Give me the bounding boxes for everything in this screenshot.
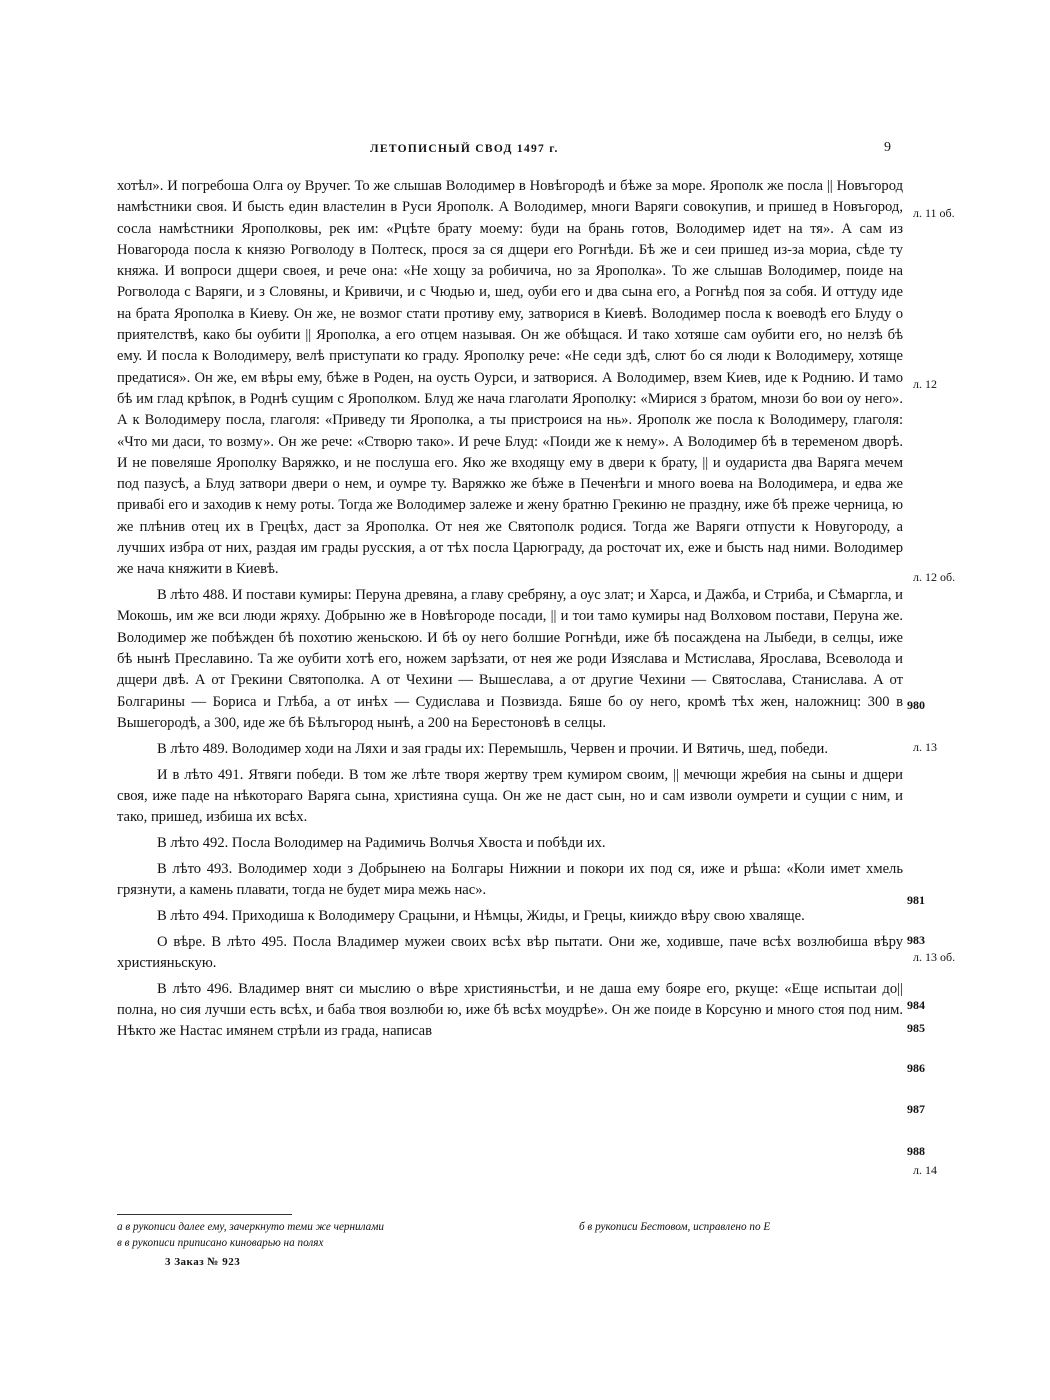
margin-year: 986	[907, 1061, 925, 1075]
paragraph-491: И в лѣто 491. Ятвяги победи. В том же лѣте творя жертву трем кумиром своим, || мечющи жребия на сыны и дщери своя, иже паде на нѣкотораго Варяга сына, християна суща. Он же не даст сын, но и сам изволи оумрети и сущии с ним, и тако, пришед, избиша их всѣх.	[117, 766, 903, 826]
margin-year: 985	[907, 1021, 925, 1035]
margin-year: 987	[907, 1102, 925, 1116]
margin-year: 981	[907, 893, 925, 907]
margin-folio-note: л. 13	[913, 740, 937, 754]
running-title: ЛЕТОПИСНЫЙ СВОД 1497 г.	[370, 143, 559, 155]
footnote-a: а в рукописи далее ему, зачеркнуто теми же чернилами	[117, 1221, 384, 1233]
body-text	[117, 176, 903, 1043]
paragraph-495: О вѣре. В лѣто 495. Посла Владимер мужеи своих всѣх вѣр пытати. Они же, ходивше, паче всѣх возлюбиша вѣру християньскую.	[117, 933, 903, 971]
margin-year: 984	[907, 998, 925, 1012]
margin-year: 988	[907, 1144, 925, 1158]
footnote-rule	[117, 1214, 292, 1215]
page-header	[0, 140, 1050, 163]
footnotes	[117, 1219, 917, 1251]
print-signature: 3 Заказ № 923	[165, 1256, 241, 1268]
margin-folio-note: л. 14	[913, 1163, 937, 1177]
margin-folio-note: л. 12 об.	[913, 570, 956, 584]
paragraph-496: В лѣто 496. Владимер внят си мыслию о вѣре християньстѣи, и не даша ему бояре его, ркуще: «Еще испытаи до||полна, но сия лучши есть всѣх, и баба твоя возлюби ю, иже бѣ всѣх моудрѣе». Он же поиде в Корсуню и много стоя под ним. Нѣкто же Настас имянем стрѣли из града, написав	[117, 980, 903, 1040]
margin-folio-note: л. 13 об.	[913, 950, 956, 964]
paragraph-493: В лѣто 493. Володимер ходи з Добрынею на Болгары Нижнии и покори их под ся, иже и рѣша: «Коли имет хмель грязнути, а камень плавати, тогда не будет мира межь нас».	[117, 860, 903, 898]
margin-column	[907, 0, 1047, 1400]
margin-year: 983	[907, 933, 925, 947]
margin-folio-note: л. 11 об.	[913, 206, 955, 220]
footnote-b: б в рукописи Бестовом, исправлено по Е	[579, 1221, 771, 1233]
paragraph-489: В лѣто 489. Володимер ходи на Ляхи и зая грады их: Перемышль, Червен и прочии. И Вятичь, шед, победи.	[157, 740, 829, 757]
paragraph-492: В лѣто 492. Посла Володимер на Радимичь Волчья Хвоста и побѣди их.	[157, 834, 606, 851]
page-number: 9	[884, 140, 891, 155]
paragraph-494: В лѣто 494. Приходиша к Володимеру Срацыни, и Нѣмцы, Жиды, и Грецы, кииждо вѣру свою хваляще.	[157, 907, 805, 924]
paragraph-1: хотѣл». И погребоша Олга оу Вручег. То же слышав Володимер в Новѣгородѣ и бѣже за море. Ярополк же посла || Новъгород намѣстники своя. И бысть един властелин в Руси Ярополк. А Володимер, многи Варяги совокупив, и пришед в Новъгород, сосла намѣстники Ярополковы, рек им: «Рцѣте брату моему: буди на брань готов, Володимер идет на тя». А сам из Новагорода посла к князю Рогволоду в Полтеск, прося за ся дщери его Рогнѣди. Бѣ же и сеи пришед из-за мориа, сѣде ту княжа. И вопроси дщери своея, и рече она: «Не хощу за робичича, но за Ярополка». То же слышав Володимер, поиде на Рогволода с Варяги, и з Словяны, и Кривичи, и с Чюдью и, шед, оуби его и два сына его, а Рогнѣд поя за собя. И оттуду иде на брата Ярополка в Киеву. Он же, не возмог стати противу ему, затворися в Киевѣ. Володимер посла к воеводѣ его Блуду о приятелствѣ, како бы оубити || Ярополка, а его отцем называя. Он же обѣщася. И тако хотяше сам оубити его, но нелзѣ бѣ ему. И посла к Володимеру, велѣ приступати ко граду. Ярополку рече: «Не седи здѣ, слют бо ся люди к Володимеру, хотяще предатися». Он же, ем вѣры ему, бѣже в Роден, на оусть Оурси, и затворися. А Володимер, взем Киев, иде к Роднию. И тамо бѣ им глад крѣпок, в Роднѣ сущим с Ярополком. Блуд же нача глаголати Ярополку: «Мирися з братом, мнози бо вои оу него». А к Володимеру посла, глаголя: «Приведу ти Ярополка, а ты пристроися на нь». Ярополк же посла к Володимеру, глаголя: «Что ми даси, то возму». Он же рече: «Створю тако». И рече Блуд: «Поиди же к нему». А Володимер бѣ в теременом дворѣ. И не повеляше Ярополку Варяжко, и не послуша его. Яко же входящу ему в двери к брату, || и оудариста два Варяга мечем под пазусѣ, а Блуд затвори двери о нем, и оумре ту. Варяжко же бѣже в Печенѣги и много воева на Володимера, и едва же привабi его и заходив к нему роты. Тогда же Володимер залеже и жену братню Грекиню не праздну, иже бѣ прежe черница, ю же плѣнив отец их в Грецѣх, даст за Ярополка. От нея же Святополк родися. Тогда же Варяги отпусти к Новугороду, а лучших избра от них, раздая им грады русския, а от тѣх посла Царюграду, да росточат их, еже и бысть над ними. Володимер же нача княжити в Киевѣ.	[117, 178, 903, 578]
footnote-c: в в рукописи приписано киноварью на полях	[117, 1237, 324, 1249]
margin-folio-note: л. 12	[913, 377, 937, 391]
margin-year: 980	[907, 698, 925, 712]
paragraph-488: В лѣто 488. И постави кумиры: Перуна древяна, а главу сребряну, а оус злат; и Харса, и Дажба, и Стриба, и Сѣмаргла, и Мокошь, им же вси люди жряху. Добрыню же в Новѣгороде посади, || и тои тамо кумиры над Волховом постави, Перуна же. Володимер же побѣжден бѣ похотию женьскою. И бѣ оу него болшие Рогнѣди, иже бѣ посаждена на Лыбеди, в селцы, иже бѣ нынѣ Преславино. Та же оубити хотѣ его, ножем зарѣзати, от нея же роди Изяслава и Мстислава, Ярослава, Всеволода и дщери двѣ. А от Грекини Святополка. А от Чехини — Вышеслава, а от другие Чехини — Святослава, Станислава. А от Болгарины — Бориса и Глѣба, а от инѣх — Судислава и Позвизда. Бяше бо оу него, кромѣ тѣх жен, наложниц: 300 в Вышегородѣ, а 300, иде же бѣ Бѣлъгород нынѣ, а 200 на Берестоновѣ в селцы.	[117, 587, 903, 731]
